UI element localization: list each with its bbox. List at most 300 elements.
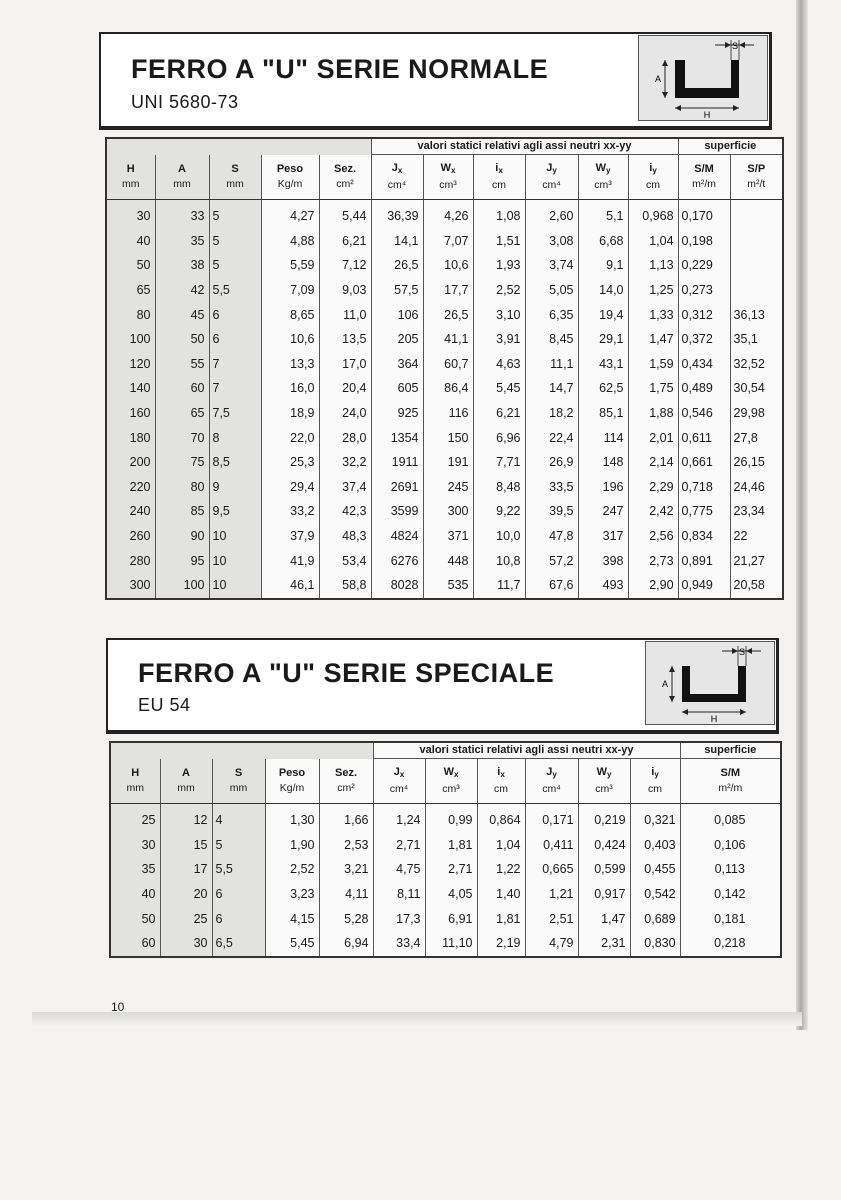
normal-column-name: S/M [694, 163, 714, 175]
normal-table-cell: 53,4 [319, 548, 371, 573]
normal-table-cell: 2,29 [628, 475, 678, 500]
normal-table-cell: 40 [106, 229, 155, 254]
normal-title-box [99, 32, 772, 130]
special-diagram-s-label: S [738, 647, 746, 657]
special-table-row [110, 857, 781, 882]
normal-column-header [155, 155, 209, 200]
normal-series-table [105, 137, 784, 600]
normal-column-unit: cm⁴ [542, 179, 561, 191]
special-column-unit: mm [177, 781, 195, 794]
normal-column-unit: cm⁴ [387, 179, 407, 191]
special-column-name: $J_x$ [393, 766, 405, 779]
normal-table-cell: 8028 [371, 573, 423, 599]
special-table-cell: 5,5 [212, 857, 265, 882]
normal-column-name: $i_y$ [649, 162, 657, 175]
normal-table-cell: 0,546 [678, 401, 730, 426]
normal-table-cell: 3,10 [473, 302, 525, 327]
normal-table-cell: 1,75 [628, 376, 678, 401]
normal-table-row [106, 401, 783, 426]
normal-table-cell: 75 [155, 450, 209, 475]
special-table-cell: 25 [160, 906, 212, 931]
special-table-row [110, 931, 781, 957]
normal-column-name: $J_x$ [391, 162, 403, 175]
special-table-cell: 12 [160, 804, 212, 833]
normal-table-cell: 5 [209, 253, 261, 278]
normal-table-cell: 11,7 [473, 573, 525, 599]
normal-table-cell: 35,1 [730, 327, 783, 352]
special-table-cell: 0,864 [477, 804, 525, 833]
normal-table-cell [730, 253, 783, 278]
normal-table-cell: 7,07 [423, 229, 473, 254]
normal-table-cell: 8,5 [209, 450, 261, 475]
special-column-header [477, 759, 525, 804]
normal-table-cell [730, 278, 783, 303]
normal-table-cell: 191 [423, 450, 473, 475]
normal-diagram-a-label: A [654, 74, 662, 84]
normal-table-cell: 4,63 [473, 352, 525, 377]
normal-table-cell: 5,05 [525, 278, 578, 303]
special-column-name: A [182, 766, 190, 779]
normal-table-cell: 10 [209, 524, 261, 549]
special-table-cell: 0,106 [680, 833, 781, 858]
normal-table-cell: 23,34 [730, 499, 783, 524]
normal-table-cell: 43,1 [578, 352, 628, 377]
normal-table-cell: 5,45 [473, 376, 525, 401]
normal-table-cell: 3,08 [525, 229, 578, 254]
normal-table-cell: 20,58 [730, 573, 783, 599]
special-table-cell: 15 [160, 833, 212, 858]
normal-column-unit: mm [226, 177, 244, 190]
normal-table-cell: 7,71 [473, 450, 525, 475]
special-column-name: $i_y$ [651, 766, 659, 779]
special-column-name: $J_y$ [546, 766, 557, 779]
normal-column-unit: cm² [336, 177, 354, 190]
special-column-subscript: y [606, 770, 612, 779]
normal-table-cell: 1,25 [628, 278, 678, 303]
normal-column-name: $W_y$ [595, 162, 611, 175]
normal-table-cell: 448 [423, 548, 473, 573]
special-column-unit: cm [648, 783, 663, 795]
normal-diagram-h-label: H [703, 110, 711, 120]
normal-table-cell: 19,4 [578, 302, 628, 327]
special-table-cell: 0,689 [630, 906, 680, 931]
special-column-header [425, 759, 477, 804]
normal-table-cell: 67,6 [525, 573, 578, 599]
normal-table-cell: 9,5 [209, 499, 261, 524]
normal-table-cell: 70 [155, 425, 209, 450]
normal-table-cell: 26,15 [730, 450, 783, 475]
normal-table-cell: 205 [371, 327, 423, 352]
normal-table-cell: 116 [423, 401, 473, 426]
special-table-header [110, 742, 781, 804]
normal-table-cell: 9,03 [319, 278, 371, 303]
normal-table-row [106, 278, 783, 303]
normal-table-cell: 5,1 [578, 200, 628, 229]
normal-table-cell: 4,88 [261, 229, 319, 254]
special-table-row [110, 804, 781, 833]
normal-table-cell: 2,56 [628, 524, 678, 549]
normal-table-cell: 80 [155, 475, 209, 500]
normal-table-row [106, 524, 783, 549]
normal-table-cell: 6,21 [319, 229, 371, 254]
special-header-blank [110, 742, 373, 759]
normal-table-cell: 7 [209, 376, 261, 401]
normal-table-cell: 0,489 [678, 376, 730, 401]
normal-table-cell: 0,834 [678, 524, 730, 549]
normal-column-unit: m²/t [747, 178, 766, 190]
normal-table-cell: 3599 [371, 499, 423, 524]
special-table-cell: 4,15 [265, 906, 319, 931]
normal-table-cell: 36,39 [371, 200, 423, 229]
special-table-cell: 3,23 [265, 882, 319, 907]
normal-table-cell: 11,0 [319, 302, 371, 327]
normal-table-cell: 20,4 [319, 376, 371, 401]
normal-table-cell: 9,1 [578, 253, 628, 278]
special-table-cell: 17,3 [373, 906, 425, 931]
normal-table-cell: 6 [209, 327, 261, 352]
normal-table-cell: 55 [155, 352, 209, 377]
special-table-cell: 0,830 [630, 931, 680, 957]
normal-table-row [106, 229, 783, 254]
special-column-name: H [131, 766, 140, 779]
special-table-cell: 17 [160, 857, 212, 882]
normal-table-cell: 38 [155, 253, 209, 278]
normal-table-cell: 85 [155, 499, 209, 524]
normal-table-cell: 0,170 [678, 200, 730, 229]
normal-table-cell: 0,968 [628, 200, 678, 229]
normal-table-cell: 65 [155, 401, 209, 426]
normal-table-cell: 1,88 [628, 401, 678, 426]
normal-table-cell: 4,27 [261, 200, 319, 229]
normal-column-name: A [178, 162, 186, 175]
normal-table-cell: 16,0 [261, 376, 319, 401]
normal-column-header [628, 155, 678, 200]
special-table-row [110, 882, 781, 907]
normal-column-unit: cm [646, 179, 661, 191]
special-table-row [110, 833, 781, 858]
special-table-cell: 20 [160, 882, 212, 907]
normal-column-header [525, 155, 578, 200]
normal-table-cell: 90 [155, 524, 209, 549]
page-shadow [32, 1012, 802, 1026]
normal-table-row [106, 548, 783, 573]
special-header-surface-group: superficie [680, 742, 781, 759]
normal-table-cell: 6 [209, 302, 261, 327]
special-table-cell: 35 [110, 857, 160, 882]
normal-table-cell: 41,9 [261, 548, 319, 573]
normal-column-name: S/P [747, 163, 766, 175]
normal-table-cell: 1911 [371, 450, 423, 475]
normal-table-cell: 0,775 [678, 499, 730, 524]
normal-table-cell: 300 [423, 499, 473, 524]
normal-table-cell: 180 [106, 425, 155, 450]
normal-table-cell: 398 [578, 548, 628, 573]
special-column-unit: cm [494, 783, 509, 795]
special-column-unit: cm⁴ [389, 783, 409, 795]
normal-table-cell: 6,35 [525, 302, 578, 327]
normal-table-cell: 0,198 [678, 229, 730, 254]
normal-table-cell: 10 [209, 548, 261, 573]
normal-table-cell: 11,1 [525, 352, 578, 377]
special-table-cell: 4,11 [319, 882, 373, 907]
normal-table-cell: 160 [106, 401, 155, 426]
special-table-cell: 2,31 [578, 931, 630, 957]
normal-table-cell: 0,949 [678, 573, 730, 599]
normal-table-cell: 36,13 [730, 302, 783, 327]
normal-table-cell: 10,6 [261, 327, 319, 352]
normal-table-cell: 24,46 [730, 475, 783, 500]
special-table-cell: 5 [212, 833, 265, 858]
normal-column-unit: cm³ [594, 179, 612, 191]
normal-table-row [106, 425, 783, 450]
normal-table-cell: 1,33 [628, 302, 678, 327]
normal-table-cell: 5 [209, 200, 261, 229]
normal-column-header [319, 155, 371, 200]
normal-table-cell: 493 [578, 573, 628, 599]
special-column-header [373, 759, 425, 804]
special-header-columns-row [110, 759, 781, 804]
normal-table-cell: 13,5 [319, 327, 371, 352]
normal-table-cell: 30 [106, 200, 155, 229]
special-table-cell: 1,81 [477, 906, 525, 931]
normal-table-cell: 48,3 [319, 524, 371, 549]
normal-table-cell: 8,65 [261, 302, 319, 327]
normal-header-group-row [106, 138, 783, 155]
special-column-header [160, 759, 212, 804]
normal-table-cell: 9,22 [473, 499, 525, 524]
normal-table-cell: 371 [423, 524, 473, 549]
normal-table-cell: 7,09 [261, 278, 319, 303]
normal-table-row [106, 253, 783, 278]
normal-table-cell: 10 [209, 573, 261, 599]
normal-table-cell: 0,611 [678, 425, 730, 450]
normal-table-cell: 47,8 [525, 524, 578, 549]
special-column-header [525, 759, 578, 804]
special-table-cell: 2,71 [425, 857, 477, 882]
normal-table-row [106, 302, 783, 327]
normal-table-row [106, 573, 783, 599]
normal-table-row [106, 327, 783, 352]
normal-header-blank [106, 138, 371, 155]
special-table-cell: 1,47 [578, 906, 630, 931]
normal-table-cell: 80 [106, 302, 155, 327]
normal-table-cell: 33,5 [525, 475, 578, 500]
normal-column-name: H [126, 162, 135, 175]
normal-table-cell: 29,98 [730, 401, 783, 426]
special-table-cell: 4,75 [373, 857, 425, 882]
special-column-unit: cm² [337, 781, 355, 794]
normal-table-cell: 7 [209, 352, 261, 377]
special-title: FERRO A "U" SERIE SPECIALE [138, 658, 555, 688]
normal-table-cell: 0,661 [678, 450, 730, 475]
special-table-cell: 0,917 [578, 882, 630, 907]
special-column-header [110, 759, 160, 804]
special-column-unit: cm³ [442, 783, 460, 795]
normal-table-cell: 33 [155, 200, 209, 229]
normal-table-cell: 2,01 [628, 425, 678, 450]
normal-table-cell: 925 [371, 401, 423, 426]
special-column-unit: mm [126, 781, 144, 794]
normal-table-cell: 260 [106, 524, 155, 549]
normal-table-cell: 22,4 [525, 425, 578, 450]
normal-header-columns-row [106, 155, 783, 200]
normal-table-cell: 3,91 [473, 327, 525, 352]
normal-table-cell: 150 [423, 425, 473, 450]
special-table-cell: 4,79 [525, 931, 578, 957]
normal-table-cell: 30,54 [730, 376, 783, 401]
normal-table-cell: 46,1 [261, 573, 319, 599]
normal-table-cell: 6,96 [473, 425, 525, 450]
normal-table-cell: 10,8 [473, 548, 525, 573]
special-table-cell: 1,22 [477, 857, 525, 882]
normal-table-cell: 0,891 [678, 548, 730, 573]
normal-table-cell: 6276 [371, 548, 423, 573]
special-table-cell: 0,424 [578, 833, 630, 858]
special-table-cell: 1,90 [265, 833, 319, 858]
special-table-body [110, 804, 781, 957]
normal-table-cell: 18,9 [261, 401, 319, 426]
normal-table-cell: 140 [106, 376, 155, 401]
normal-table-cell: 5,44 [319, 200, 371, 229]
normal-table-cell: 4824 [371, 524, 423, 549]
normal-table-cell: 1,47 [628, 327, 678, 352]
normal-table-cell: 1354 [371, 425, 423, 450]
normal-table-cell: 0,312 [678, 302, 730, 327]
normal-column-unit: mm [122, 177, 140, 190]
special-table-cell: 0,99 [425, 804, 477, 833]
special-table-cell: 5,28 [319, 906, 373, 931]
special-table-cell: 1,40 [477, 882, 525, 907]
normal-column-unit: Kg/m [277, 177, 303, 190]
special-table-cell: 1,04 [477, 833, 525, 858]
normal-table-cell: 1,08 [473, 200, 525, 229]
normal-table-cell: 39,5 [525, 499, 578, 524]
normal-table-cell: 0,434 [678, 352, 730, 377]
special-column-header [212, 759, 265, 804]
normal-table-cell: 17,7 [423, 278, 473, 303]
normal-table-cell: 62,5 [578, 376, 628, 401]
normal-table-cell: 2691 [371, 475, 423, 500]
special-column-name: S/M [720, 767, 741, 779]
normal-table-cell: 42,3 [319, 499, 371, 524]
normal-table-cell [730, 229, 783, 254]
normal-table-cell: 220 [106, 475, 155, 500]
normal-table-cell: 22,0 [261, 425, 319, 450]
normal-table-cell: 6,68 [578, 229, 628, 254]
special-diagram-h-label: H [710, 714, 718, 724]
normal-table-cell: 2,60 [525, 200, 578, 229]
special-table-cell: 0,665 [525, 857, 578, 882]
special-table-cell: 50 [110, 906, 160, 931]
normal-table-cell: 2,52 [473, 278, 525, 303]
normal-table-cell [730, 200, 783, 229]
normal-table-cell: 0,273 [678, 278, 730, 303]
normal-table-cell: 100 [155, 573, 209, 599]
normal-table-cell: 60,7 [423, 352, 473, 377]
normal-table-row [106, 450, 783, 475]
normal-table-cell: 240 [106, 499, 155, 524]
special-title-box [106, 638, 779, 734]
normal-table-header [106, 138, 783, 200]
normal-table-cell: 106 [371, 302, 423, 327]
normal-table-cell: 50 [106, 253, 155, 278]
page-number: 10 [111, 1000, 125, 1014]
special-table-cell: 30 [110, 833, 160, 858]
normal-column-header [730, 155, 783, 200]
normal-table-cell: 85,1 [578, 401, 628, 426]
normal-column-header [371, 155, 423, 200]
normal-table-cell: 28,0 [319, 425, 371, 450]
normal-table-cell: 37,9 [261, 524, 319, 549]
special-table-cell: 2,19 [477, 931, 525, 957]
normal-table-cell: 9 [209, 475, 261, 500]
normal-title: FERRO A "U" SERIE NORMALE [131, 54, 549, 84]
normal-table-cell: 2,90 [628, 573, 678, 599]
normal-table-cell: 29,1 [578, 327, 628, 352]
special-table-cell: 0,181 [680, 906, 781, 931]
normal-table-cell: 2,14 [628, 450, 678, 475]
special-table-cell: 1,81 [425, 833, 477, 858]
normal-column-unit: mm [173, 177, 191, 190]
special-table-cell: 0,085 [680, 804, 781, 833]
normal-table-cell: 45 [155, 302, 209, 327]
special-table-cell: 0,171 [525, 804, 578, 833]
normal-header-surface-group: superficie [678, 138, 783, 155]
special-table-cell: 2,71 [373, 833, 425, 858]
special-column-subscript: y [552, 770, 557, 779]
normal-table-cell: 21,27 [730, 548, 783, 573]
normal-diagram-s-label: S [731, 41, 739, 51]
normal-table-row [106, 200, 783, 229]
special-column-subscript: x [500, 770, 505, 779]
normal-table-cell: 14,7 [525, 376, 578, 401]
special-diagram-a-label: A [661, 679, 669, 689]
normal-table-cell: 14,1 [371, 229, 423, 254]
normal-table-cell: 13,3 [261, 352, 319, 377]
normal-table-cell: 245 [423, 475, 473, 500]
special-table-cell: 5,45 [265, 931, 319, 957]
normal-column-unit: m²/m [692, 178, 716, 190]
normal-table-cell: 317 [578, 524, 628, 549]
normal-column-header [106, 155, 155, 200]
normal-table-cell: 300 [106, 573, 155, 599]
special-table-cell: 6,91 [425, 906, 477, 931]
normal-table-cell: 100 [106, 327, 155, 352]
normal-column-header [578, 155, 628, 200]
special-table-cell: 6,94 [319, 931, 373, 957]
special-table-cell: 30 [160, 931, 212, 957]
normal-table-cell: 4,26 [423, 200, 473, 229]
special-column-name: Sez. [335, 766, 358, 779]
normal-table-cell: 7,5 [209, 401, 261, 426]
special-table-cell: 6 [212, 906, 265, 931]
normal-column-unit: cm³ [439, 179, 457, 191]
special-table-cell: 1,24 [373, 804, 425, 833]
normal-column-name: Peso [276, 162, 304, 175]
special-table-cell: 0,321 [630, 804, 680, 833]
normal-subtitle: UNI 5680-73 [131, 92, 239, 112]
normal-table-cell: 5,59 [261, 253, 319, 278]
normal-column-header [261, 155, 319, 200]
special-table-cell: 2,51 [525, 906, 578, 931]
special-column-header [630, 759, 680, 804]
special-subtitle: EU 54 [138, 695, 191, 715]
special-column-header [265, 759, 319, 804]
normal-table-cell: 535 [423, 573, 473, 599]
special-table-cell: 0,219 [578, 804, 630, 833]
normal-table-cell: 7,12 [319, 253, 371, 278]
special-column-unit: cm³ [595, 783, 613, 795]
